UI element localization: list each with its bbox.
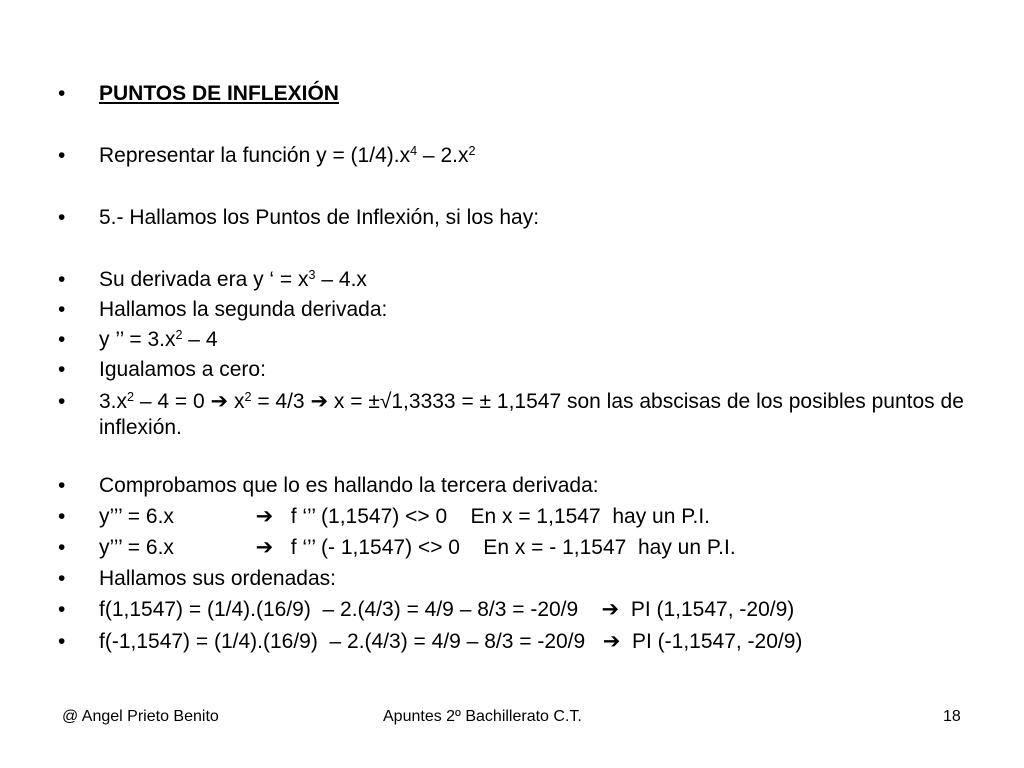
bullet-marker: • xyxy=(58,567,66,590)
right-arrow-icon: ➔ xyxy=(255,536,274,559)
right-arrow-icon: ➔ xyxy=(255,505,274,528)
bullet-marker: • xyxy=(58,630,66,653)
equal-zero-text: Igualamos a cero: xyxy=(99,358,266,381)
footer-course: Apuntes 2º Bachillerato C.T. xyxy=(383,708,582,725)
footer-page-number: 18 xyxy=(943,708,961,725)
footer-author: @ Angel Prieto Benito xyxy=(62,708,219,725)
bullet-marker: • xyxy=(58,328,66,351)
bullet-marker: • xyxy=(58,505,66,528)
step-heading: 5.- Hallamos los Puntos de Inflexión, si los hay: xyxy=(99,206,540,229)
second-derivative-text: y ’’ = $3.x^2 - 4$ xyxy=(99,328,218,351)
bullet-marker: • xyxy=(58,474,66,497)
third-derivative-negative-text: y’’’ = 6.x ➔ f ‘’’ (- 1,1547) <> 0 En x = - 1,1547 hay un P.I. xyxy=(99,536,736,559)
first-derivative-text: Su derivada era y ‘ = $x^3 - 4.x$ xyxy=(99,268,367,291)
bullet-marker: • xyxy=(58,268,66,291)
bullet-marker: • xyxy=(58,144,66,167)
right-arrow-icon: ➔ xyxy=(601,598,620,621)
bullet-marker: • xyxy=(58,390,66,413)
bullet-marker: • xyxy=(58,82,66,105)
ordinate-positive-text: f(1,1547) = (1/4).(16/9) – 2.(4/3) = 4/9 – 8/3 = -20/9 ➔ PI (1,1547, -20/9) xyxy=(99,598,795,621)
bullet-marker: • xyxy=(58,536,66,559)
bullet-marker: • xyxy=(58,358,66,381)
ordinates-intro: Hallamos sus ordenadas: xyxy=(99,567,336,590)
bullet-marker: • xyxy=(58,206,66,229)
right-arrow-icon: ➔ xyxy=(602,630,621,653)
right-arrow-icon: ➔ xyxy=(310,390,329,413)
third-derivative-positive-text: y’’’ = 6.x ➔ f ‘’’ (1,1547) <> 0 En x = 1,1547 hay un P.I. xyxy=(99,505,711,528)
bullet-marker: • xyxy=(58,598,66,621)
bullet-marker: • xyxy=(58,298,66,321)
second-derivative-intro: Hallamos la segunda derivada: xyxy=(99,298,388,321)
ordinate-negative-text: f(-1,1547) = (1/4).(16/9) – 2.(4/3) = 4/9 – 8/3 = -20/9 ➔ PI (-1,1547, -20/9) xyxy=(99,630,803,653)
section-title: PUNTOS DE INFLEXIÓN xyxy=(99,82,339,105)
function-statement: Representar la función $y = (1/4).x^4 - 2.x^2$ xyxy=(99,144,476,167)
third-derivative-intro: Comprobamos que lo es hallando la tercera derivada: xyxy=(99,474,599,497)
solve-equation-text: $3.x^2 - 4 = 0$ ➔ $x^2 = 4/3$ ➔ x = ±√1,3333 = ± 1,1547 son las abscisas de los posibles puntos de inflexión. xyxy=(99,390,964,439)
right-arrow-icon: ➔ xyxy=(210,390,229,413)
